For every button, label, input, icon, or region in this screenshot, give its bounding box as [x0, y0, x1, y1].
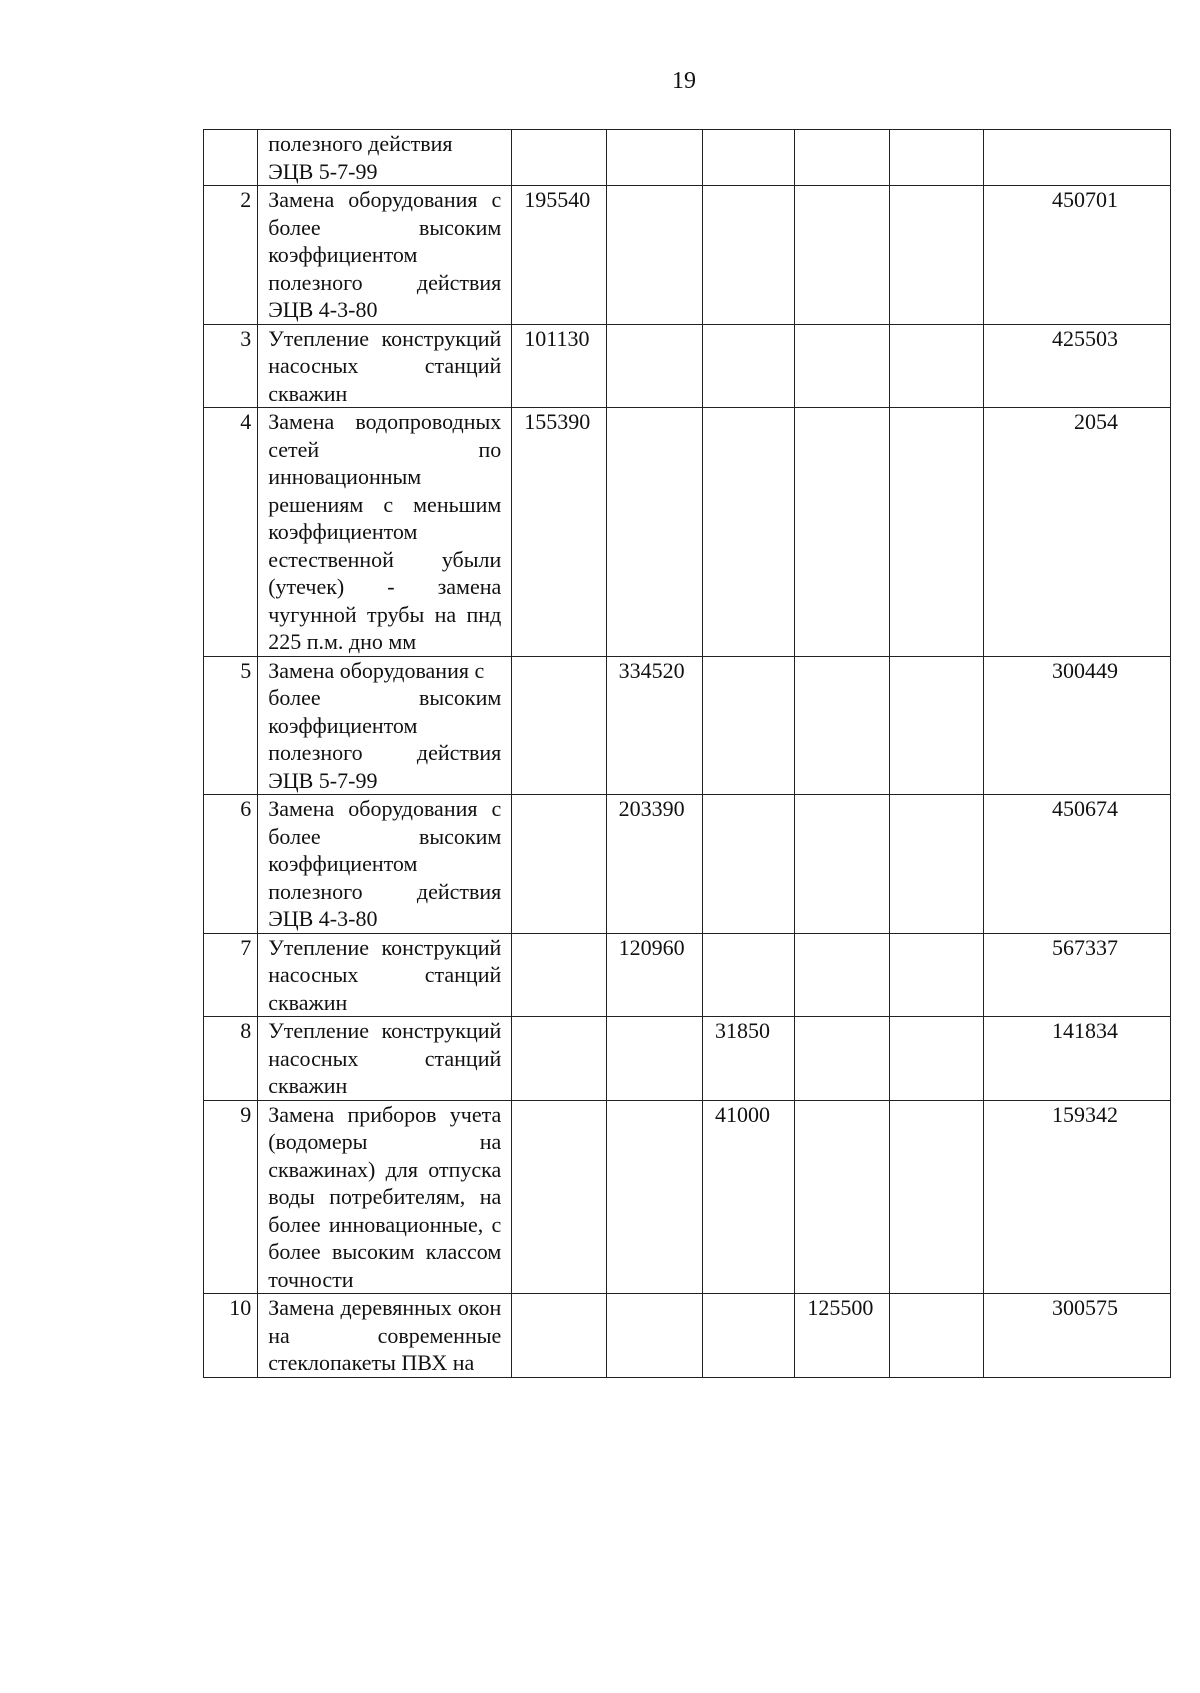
value-cell — [512, 186, 606, 325]
value-cell — [512, 324, 606, 408]
value-cell — [889, 408, 983, 657]
value-cell — [703, 1294, 795, 1378]
table-row — [204, 186, 1171, 325]
value-cell — [795, 933, 889, 1017]
row-number: 10 — [229, 1295, 252, 1320]
table-row — [204, 324, 1171, 408]
description-cell — [258, 186, 512, 325]
total-value: 450674 — [1052, 796, 1118, 821]
value-cell — [889, 130, 983, 186]
measure-description: Утепление конструкций насосных станций скважин — [268, 325, 502, 406]
measure-description: Замена деревянных окон на современные стеклопакеты ПВХ на — [268, 1295, 502, 1375]
cost-value: 101130 — [524, 325, 590, 351]
row-number-cell — [204, 324, 258, 408]
value-cell — [795, 324, 889, 408]
total-cell — [984, 933, 1171, 1017]
value-cell — [703, 130, 795, 186]
measure-description: Замена оборудования с более высоким коэффициентом полезного действия ЭЦВ 5-7-99 — [268, 657, 502, 793]
total-value: 2054 — [1074, 409, 1118, 434]
value-cell — [889, 1294, 983, 1378]
value-cell — [795, 1100, 889, 1294]
total-cell — [984, 186, 1171, 325]
value-cell — [703, 1100, 795, 1294]
total-value: 425503 — [1052, 325, 1118, 351]
value-cell — [795, 186, 889, 325]
value-cell — [889, 795, 983, 934]
cost-value: 31850 — [715, 1018, 771, 1043]
total-value: 300575 — [1052, 1295, 1118, 1320]
value-cell — [606, 186, 702, 325]
value-cell — [606, 408, 702, 657]
measure-description: Утепление конструкций насосных станций скважин — [268, 934, 502, 1015]
measure-description: Утепление конструкций насосных станций скважин — [268, 1018, 502, 1098]
value-cell — [889, 186, 983, 325]
measure-description: Замена оборудования с более высоким коэффициентом полезного действия ЭЦВ 4-3-80 — [268, 796, 502, 931]
description-cell — [258, 408, 512, 657]
total-cell — [984, 130, 1171, 186]
total-cell — [984, 324, 1171, 408]
description-cell — [258, 130, 512, 186]
row-number-cell — [204, 933, 258, 1017]
cost-value: 195540 — [524, 187, 591, 212]
row-number: 5 — [240, 657, 252, 683]
value-cell — [606, 130, 702, 186]
row-number: 8 — [240, 1018, 252, 1043]
row-number-cell — [204, 186, 258, 325]
value-cell — [889, 324, 983, 408]
value-cell — [703, 408, 795, 657]
row-number: 7 — [240, 934, 252, 960]
value-cell — [889, 933, 983, 1017]
table-row — [204, 1100, 1171, 1294]
value-cell — [889, 656, 983, 795]
value-cell — [512, 1294, 606, 1378]
cost-value: 334520 — [618, 657, 685, 683]
value-cell — [512, 1100, 606, 1294]
total-cell — [984, 1100, 1171, 1294]
total-value: 141834 — [1052, 1018, 1118, 1043]
value-cell — [795, 408, 889, 657]
measures-table — [203, 129, 1171, 1378]
description-cell — [258, 656, 512, 795]
table-row — [204, 1017, 1171, 1101]
cost-value: 41000 — [715, 1101, 771, 1127]
value-cell — [606, 1017, 702, 1101]
total-value: 159342 — [1052, 1101, 1118, 1127]
table-row — [204, 408, 1171, 657]
row-number-cell — [204, 1100, 258, 1294]
value-cell — [512, 656, 606, 795]
cost-value: 125500 — [807, 1295, 874, 1320]
row-number: 6 — [240, 796, 252, 821]
row-number-cell — [204, 408, 258, 657]
description-cell — [258, 933, 512, 1017]
value-cell — [703, 933, 795, 1017]
table-row — [204, 795, 1171, 934]
value-cell — [795, 656, 889, 795]
value-cell — [606, 1100, 702, 1294]
value-cell — [703, 656, 795, 795]
cost-value: 155390 — [524, 409, 591, 434]
cost-value: 120960 — [618, 934, 685, 960]
total-cell — [984, 656, 1171, 795]
value-cell — [703, 324, 795, 408]
row-number: 3 — [240, 325, 252, 351]
measure-description: полезного действия ЭЦВ 5-7-99 — [268, 131, 453, 184]
value-cell — [703, 795, 795, 934]
total-cell — [984, 1017, 1171, 1101]
row-number-cell — [204, 1294, 258, 1378]
total-cell — [984, 795, 1171, 934]
value-cell — [889, 1100, 983, 1294]
value-cell — [795, 1017, 889, 1101]
value-cell — [703, 1017, 795, 1101]
measure-description: Замена приборов учета (водомеры на скважинах) для отпуска воды потребителям, на более инновационные, с более высоким классом точности — [268, 1101, 502, 1292]
value-cell — [512, 933, 606, 1017]
value-cell — [512, 408, 606, 657]
value-cell — [512, 795, 606, 934]
value-cell — [889, 1017, 983, 1101]
table-body — [204, 130, 1171, 1378]
value-cell — [795, 130, 889, 186]
value-cell — [795, 795, 889, 934]
total-cell — [984, 1294, 1171, 1378]
value-cell — [512, 130, 606, 186]
description-cell — [258, 324, 512, 408]
value-cell — [606, 933, 702, 1017]
description-cell — [258, 1100, 512, 1294]
cost-value: 203390 — [618, 796, 685, 821]
total-value: 300449 — [1052, 657, 1118, 683]
measure-description: Замена оборудования с более высоким коэффициентом полезного действия ЭЦВ 4-3-80 — [268, 187, 502, 322]
row-number: 2 — [240, 187, 252, 212]
value-cell — [795, 1294, 889, 1378]
measure-description: Замена водопроводных сетей по инновационным решениям с меньшим коэффициентом естественной убыли (утечек) - замена чугунной трубы на пнд 225 п.м. дно мм — [268, 409, 502, 654]
description-cell — [258, 1294, 512, 1378]
total-cell — [984, 408, 1171, 657]
value-cell — [703, 186, 795, 325]
table-row — [204, 130, 1171, 186]
row-number-cell — [204, 795, 258, 934]
row-number: 9 — [240, 1101, 252, 1127]
description-cell — [258, 1017, 512, 1101]
value-cell — [606, 324, 702, 408]
value-cell — [606, 1294, 702, 1378]
description-cell — [258, 795, 512, 934]
value-cell — [606, 795, 702, 934]
value-cell — [606, 656, 702, 795]
row-number-cell — [204, 1017, 258, 1101]
page-number: 19 — [672, 68, 696, 94]
row-number: 4 — [240, 409, 252, 434]
table-row — [204, 933, 1171, 1017]
row-number-cell — [204, 656, 258, 795]
table-row — [204, 1294, 1171, 1378]
row-number-cell — [204, 130, 258, 186]
table-row — [204, 656, 1171, 795]
value-cell — [512, 1017, 606, 1101]
total-value: 450701 — [1052, 187, 1118, 212]
total-value: 567337 — [1052, 934, 1118, 960]
